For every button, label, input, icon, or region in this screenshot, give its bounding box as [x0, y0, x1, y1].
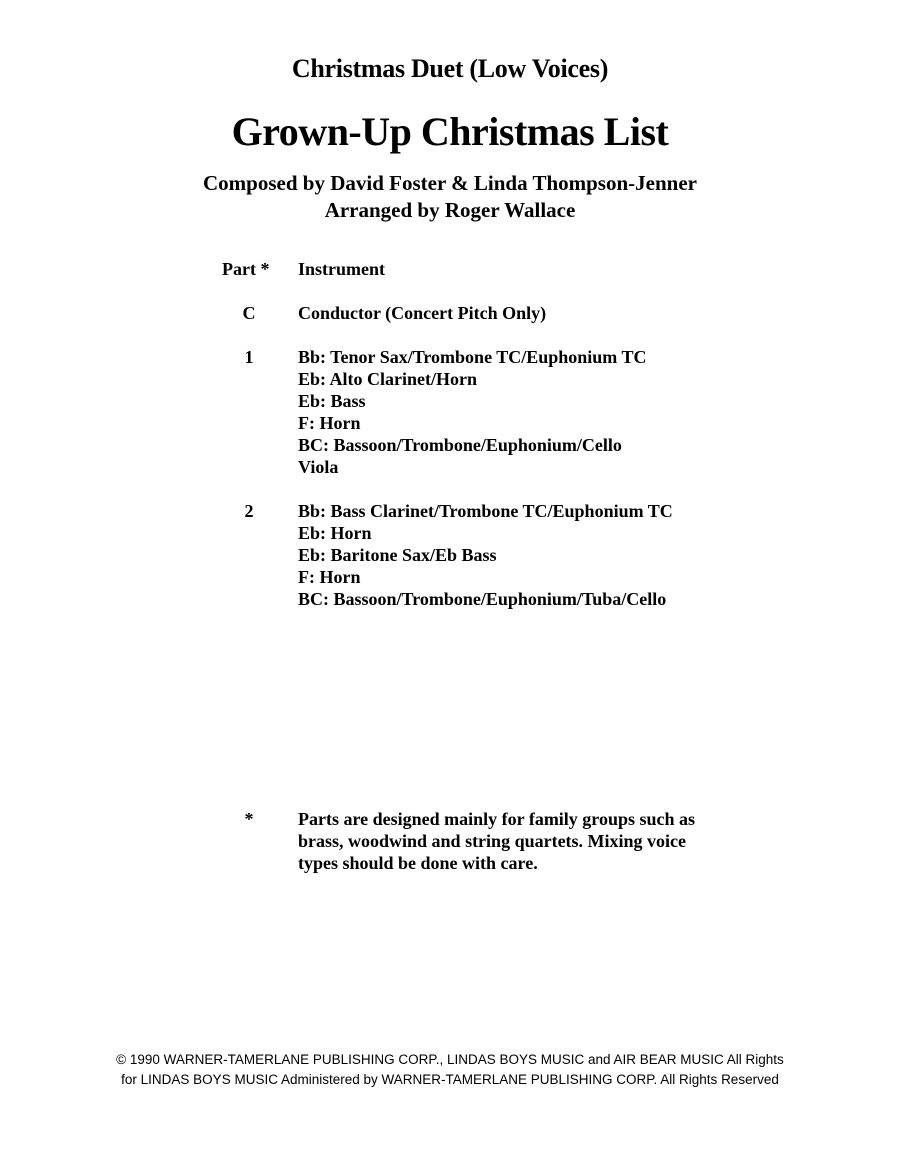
copyright-line-1: © 1990 WARNER-TAMERLANE PUBLISHING CORP., LINDAS BOYS MUSIC and AIR BEAR MUSIC All Rights: [116, 1052, 784, 1067]
parts-table-header: [0, 258, 900, 280]
instrument-list-part1: [298, 346, 900, 478]
instrument-item: Eb: Horn: [298, 523, 372, 543]
footnote-marker: *: [244, 809, 254, 829]
parts-row-part1: [0, 346, 900, 478]
song-title: Grown-Up Christmas List: [231, 109, 669, 154]
part-label-conductor: C: [242, 303, 256, 323]
instrument-item: F: Horn: [298, 567, 361, 587]
instrument-item: BC: Bassoon/Trombone/Euphonium/Tuba/Cello: [298, 589, 667, 609]
instrument-conductor: Conductor (Concert Pitch Only): [298, 303, 547, 323]
instrument-item: Eb: Alto Clarinet/Horn: [298, 369, 477, 389]
instrument-item: Eb: Baritone Sax/Eb Bass: [298, 545, 497, 565]
arranger-credit: Arranged by Roger Wallace: [324, 198, 576, 222]
instrument-item: Eb: Bass: [298, 391, 366, 411]
instrument-list-part2: [298, 500, 900, 610]
instrument-item: Viola: [298, 457, 339, 477]
parts-table: [0, 258, 900, 610]
part-label-2: 2: [244, 501, 254, 521]
instrument-item: BC: Bassoon/Trombone/Euphonium/Cello: [298, 435, 622, 455]
copyright-notice: [0, 1050, 900, 1090]
footnote-line: types should be done with care.: [298, 853, 538, 873]
instrument-item: Bb: Tenor Sax/Trombone TC/Euphonium TC: [298, 347, 647, 367]
part-column-header: Part *: [222, 259, 270, 279]
credits-block: [0, 170, 900, 224]
copyright-line-2: for LINDAS BOYS MUSIC Administered by WARNER-TAMERLANE PUBLISHING CORP. All Rights Reserved: [121, 1072, 779, 1087]
instrument-item: F: Horn: [298, 413, 361, 433]
series-title: Christmas Duet (Low Voices): [291, 54, 609, 83]
footnote-line: Parts are designed mainly for family groups such as: [298, 809, 696, 829]
instrument-item: Bb: Bass Clarinet/Trombone TC/Euphonium TC: [298, 501, 673, 521]
instrument-column-header: Instrument: [298, 259, 386, 279]
composer-credit: Composed by David Foster & Linda Thompson-Jenner: [203, 171, 697, 195]
part-label-1: 1: [244, 347, 254, 367]
footnote-text: [298, 808, 738, 874]
footnote-line: brass, woodwind and string quartets. Mixing voice: [298, 831, 687, 851]
parts-row-conductor: [0, 302, 900, 324]
parts-row-part2: [0, 500, 900, 610]
